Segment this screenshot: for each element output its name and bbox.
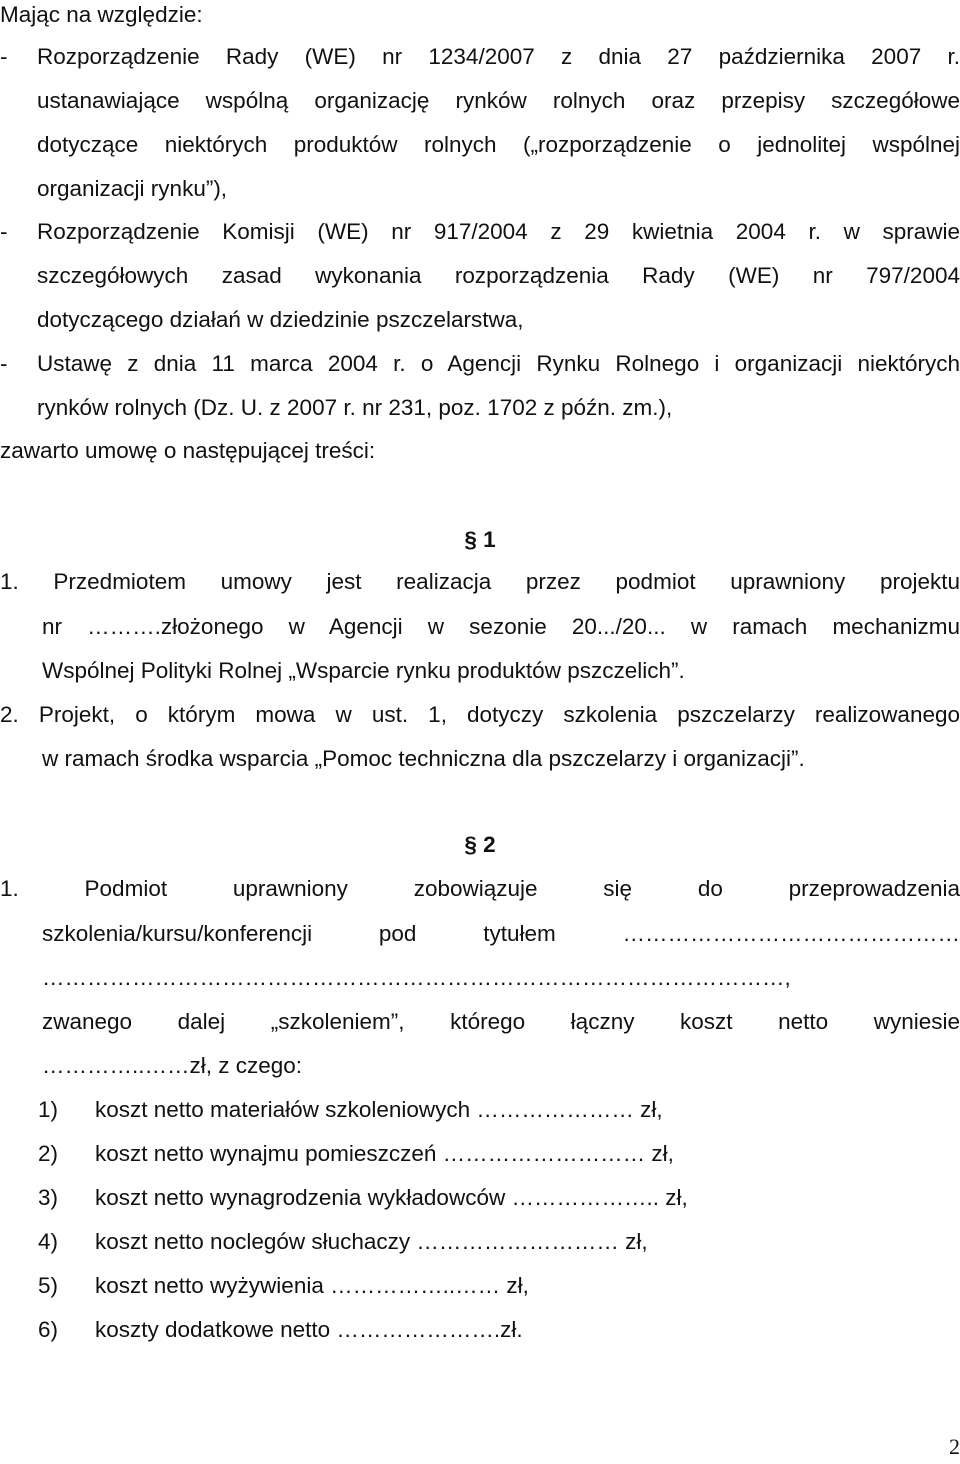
intro-text: Mając na względzie: (0, 2, 203, 27)
dash-bullet: - (0, 44, 8, 69)
list-item-text: koszt netto materiałów szkoleniowych ………………… zł, (95, 1097, 663, 1122)
list-item-text: koszt netto wyżywienia ……………..…… zł, (95, 1273, 529, 1298)
page-number: 2 (949, 1434, 960, 1459)
recital-2-line-3: dotyczącego działań w dziedzinie pszczelarstwa, (37, 307, 524, 332)
section-1-para-2-line-2: w ramach środka wsparcia „Pomoc techniczna dla pszczelarzy i organizacji”. (42, 746, 805, 771)
recital-3-line-1: Ustawę z dnia 11 marca 2004 r. o Agencji Rynku Rolnego i organizacji niektórych (37, 351, 960, 376)
list-item-number: 1) (38, 1097, 59, 1122)
recital-1-line-4: organizacji rynku”), (37, 176, 228, 201)
recital-2-line-2: szczegółowych zasad wykonania rozporządzenia Rady (WE) nr 797/2004 (37, 263, 960, 288)
conclusion-text: zawarto umowę o następującej treści: (0, 438, 376, 463)
section-1-heading: § 1 (464, 527, 496, 552)
section-1-para-2-line-1: 2. Projekt, o którym mowa w ust. 1, dotyczy szkolenia pszczelarzy realizowanego (0, 702, 960, 727)
recital-2-line-1: Rozporządzenie Komisji (WE) nr 917/2004 z 29 kwietnia 2004 r. w sprawie (37, 219, 960, 244)
list-item-text: koszt netto noclegów słuchaczy ……………………… zł, (95, 1229, 648, 1254)
list-item-number: 6) (38, 1317, 59, 1342)
list-item-number: 2) (38, 1141, 59, 1166)
list-item-number: 3) (38, 1185, 59, 1210)
section-1-para-1-line-3: Wspólnej Polityki Rolnej „Wsparcie rynku produktów pszczelich”. (42, 658, 685, 683)
section-2-para-1-line-3: ………………………………………………………………………………………, (42, 965, 791, 990)
list-item-text: koszt netto wynagrodzenia wykładowców ……………….. zł, (95, 1185, 688, 1210)
recital-1-line-2: ustanawiające wspólną organizację rynków rolnych oraz przepisy szczegółowe (37, 88, 960, 113)
section-2-para-1-line-4: zwanego dalej „szkoleniem”, którego łączny koszt netto wyniesie (42, 1009, 960, 1034)
recital-3-line-2: rynków rolnych (Dz. U. z 2007 r. nr 231, poz. 1702 z późn. zm.), (37, 395, 673, 420)
list-item-number: 5) (38, 1273, 59, 1298)
section-1-para-1-line-1: 1. Przedmiotem umowy jest realizacja przez podmiot uprawniony projektu (0, 569, 960, 594)
recital-1-line-3: dotyczące niektórych produktów rolnych („rozporządzenie o jednolitej wspólnej (37, 132, 960, 157)
recital-1-line-1: Rozporządzenie Rady (WE) nr 1234/2007 z dnia 27 października 2007 r. (37, 44, 960, 69)
section-2-para-1-line-1: 1. Podmiot uprawniony zobowiązuje się do przeprowadzenia (0, 876, 960, 901)
section-2-para-1-line-2: szkolenia/kursu/konferencji pod tytułem ……………………………………… (42, 921, 960, 946)
section-2-heading: § 2 (464, 832, 496, 857)
dash-bullet: - (0, 351, 8, 376)
list-item-text: koszt netto wynajmu pomieszczeń ……………………… zł, (95, 1141, 674, 1166)
section-1-para-1-line-2: nr ……….złożonego w Agencji w sezonie 20.../20... w ramach mechanizmu (42, 614, 960, 639)
dash-bullet: - (0, 219, 8, 244)
section-2-para-1-line-5: …………..……zł, z czego: (42, 1053, 303, 1078)
list-item-number: 4) (38, 1229, 59, 1254)
list-item-text: koszty dodatkowe netto ………………….zł. (95, 1317, 523, 1342)
